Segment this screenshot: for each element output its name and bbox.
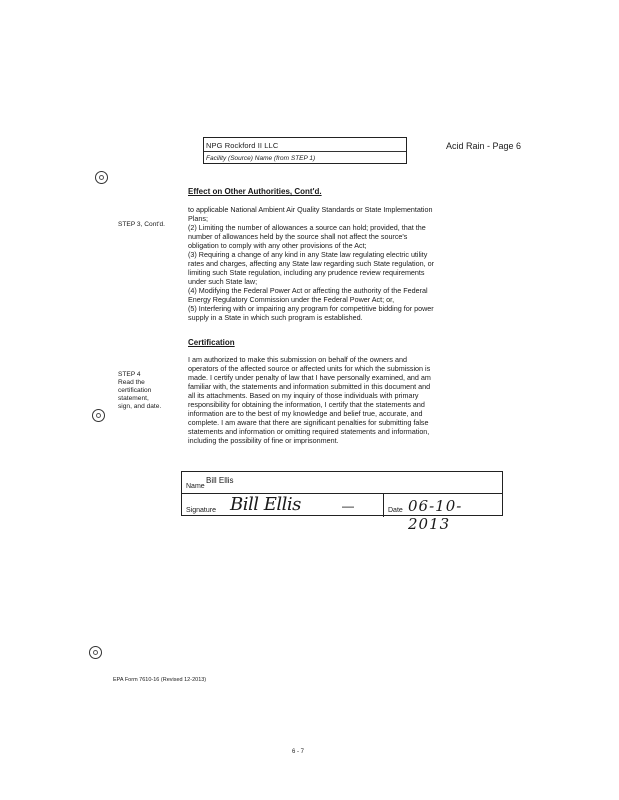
text-line: supply in a State in which such program is established. — [188, 313, 363, 322]
text-line: made. I certify under penalty of law that I have personally examined, and am — [188, 373, 431, 382]
step-4-line: STEP 4 — [118, 371, 141, 378]
handwritten-date: 06-10-2013 — [408, 497, 463, 533]
effect-paragraph — [188, 205, 486, 322]
text-line: (5) Interfering with or impairing any program for competitive bidding for power — [188, 304, 434, 313]
facility-caption: Facility (Source) Name (from STEP 1) — [206, 155, 316, 162]
text-line: limiting such State regulation, including any prudence review requirements — [188, 268, 425, 277]
effect-heading: Effect on Other Authorities, Cont'd. — [188, 187, 322, 196]
text-line: Plans; — [188, 214, 208, 223]
text-line: (2) Limiting the number of allowances a source can hold; provided, that the — [188, 223, 426, 232]
step-4-line: statement, — [118, 395, 149, 402]
text-line: statements and information or omitting required statements and information, — [188, 427, 430, 436]
certification-heading: Certification — [188, 338, 235, 347]
text-line: I am authorized to make this submission on behalf of the owners and — [188, 355, 407, 364]
handwritten-signature: Bill Ellis — [230, 494, 301, 515]
signature-label: Signature — [186, 507, 216, 514]
form-number: EPA Form 7610-16 (Revised 12-2013) — [113, 677, 207, 683]
text-line: all its attachments. Based on my inquiry of those individuals with primary — [188, 391, 419, 400]
date-label: Date — [388, 507, 403, 514]
certification-paragraph — [188, 355, 484, 445]
text-line: under such State law; — [188, 277, 258, 286]
text-line: (4) Modifying the Federal Power Act or affecting the authority of the Federal — [188, 286, 428, 295]
text-line: (3) Requiring a change of any kind in any State law regulating electric utility — [188, 250, 428, 259]
text-line: complete. I am aware that there are significant penalties for submitting false — [188, 418, 429, 427]
date-divider — [383, 493, 384, 517]
text-line: number of allowances held by the source shall not affect the source's — [188, 232, 408, 241]
page-number: 6 - 7 — [292, 749, 305, 755]
text-line: responsibility for obtaining the information, I certify that the statements and — [188, 400, 425, 409]
step-4-line: Read the — [118, 379, 145, 386]
facility-divider — [204, 151, 406, 152]
signature-dash: — — [342, 499, 354, 513]
punch-hole-icon — [92, 409, 105, 422]
text-line: familiar with, the statements and information submitted in this document and — [188, 382, 431, 391]
punch-hole-icon — [95, 171, 108, 184]
page-label: Acid Rain - Page 6 — [446, 141, 522, 151]
facility-header-box — [203, 137, 407, 164]
signature-table — [181, 471, 503, 533]
text-line: operators of the affected source or affected units for which the submission is — [188, 364, 431, 373]
step-4-instructions — [118, 371, 161, 411]
text-line: Energy Regulatory Commission under the Federal Power Act; or, — [188, 295, 395, 304]
text-line: to applicable National Ambient Air Quality Standards or State Implementation — [188, 205, 433, 214]
step-4-line: sign, and date. — [118, 403, 162, 410]
name-label: Name — [186, 483, 205, 490]
text-line: rates and charges, affecting any State law regarding such State regulation, or — [188, 259, 434, 268]
step-3-label: STEP 3, Cont'd. — [118, 221, 165, 228]
punch-hole-icon — [89, 646, 102, 659]
facility-name: NPG Rockford II LLC — [206, 141, 279, 150]
name-value: Bill Ellis — [206, 476, 234, 485]
text-line: obligation to comply with any other provisions of the Act; — [188, 241, 367, 250]
text-line: information are to the best of my knowledge and belief true, accurate, and — [188, 409, 423, 418]
text-line: including the possibility of fine or imprisonment. — [188, 436, 339, 445]
step-4-line: certification — [118, 387, 152, 394]
